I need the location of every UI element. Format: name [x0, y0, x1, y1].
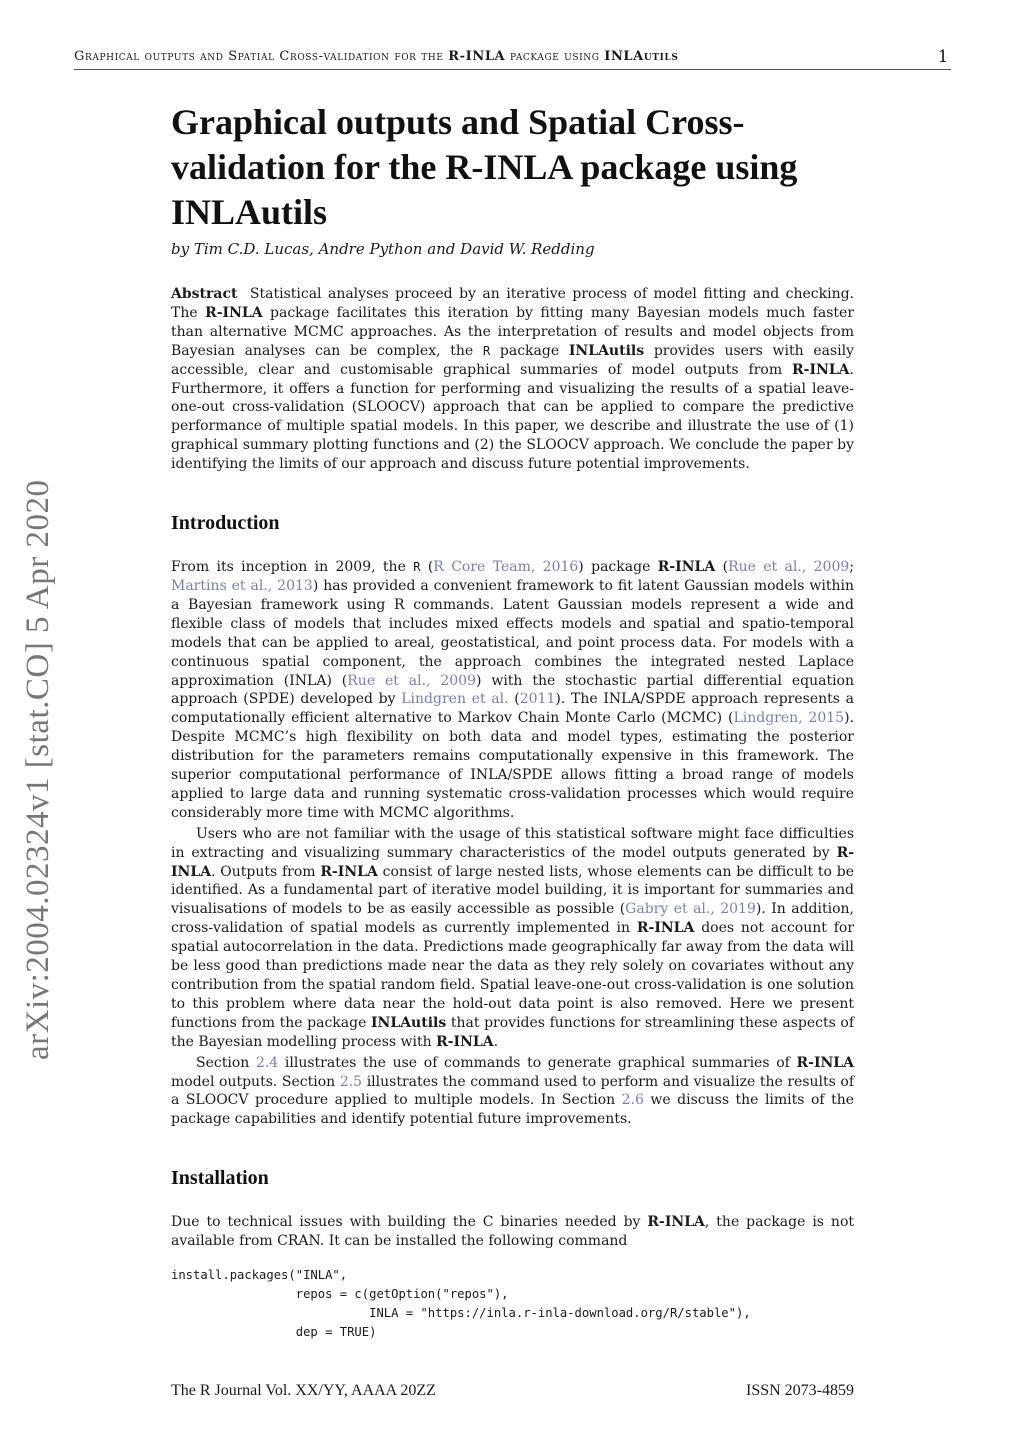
installation-paragraph: Due to technical issues with building the C binaries needed by R-INLA, the package is not available from CRAN. It can be installed the following command [171, 1214, 855, 1250]
page-number: 1 [937, 47, 949, 67]
installation-heading: Installation [171, 1167, 269, 1190]
page-footer [171, 1382, 854, 1400]
authors: by Tim C.D. Lucas, Andre Python and David W. Redding [171, 240, 595, 258]
citation-link[interactable]: R Core Team, 2016 [433, 559, 579, 576]
running-header [74, 47, 951, 70]
installation-body [171, 1213, 854, 1342]
citation-link[interactable]: Gabry et al., 2019 [625, 901, 756, 918]
intro-paragraph-1: From its inception in 2009, the R (R Core Team, 2016) package R-INLA (Rue et al., 2009; Martins et al., 2013) has provided a convenient framework to fit latent Gaussian models within a Bayesian framework using R commands. Latent Gaussian models represent a wide and flexible class of models that includes mixed effects models and spatial and spatio-temporal models that can be applied to areal, geostatistical, and point process data. For models with a continuous spatial component, the approach combines the integrated nested Laplace approximation (INLA) (Rue et al., 2009) with the stochastic partial differential equation approach (SPDE) developed by Lindgren et al. (2011). The INLA/SPDE approach represents a computationally efficient alternative to Markov Chain Monte Carlo (MCMC) (Lindgren, 2015). Despite MCMC’s high flexibility on both data and model types, estimating the posterior distribution for the parameters remains computationally expensive in this framework. The superior computational performance of INLA/SPDE allows fitting a broad range of models applied to large data and running systematic cross-validation processes which would require considerably more time with MCMC algorithms. [171, 559, 854, 821]
citation-link[interactable]: Martins et al., 2013 [171, 577, 313, 594]
intro-paragraph-2: Users who are not familiar with the usage of this statistical software might face difficulties in extracting and visualizing summary characteristics of the model outputs generated by R-INLA. Outputs from R-INLA consist of large nested lists, whose elements can be difficult to be identified. As a fundamental part of iterative model building, it is important for summaries and visualisations of models to be as easily accessible as possible (Gabry et al., 2019). In addition, cross-validation of spatial models as currently implemented in R-INLA does not account for spatial autocorrelation in the data. Predictions made geographically far away from the data will be less good than predictions made near the data as they rely solely on covariates without any contribution from the spatial random field. Spatial leave-one-out cross-validation is one solution to this problem where data near the hold-out data point is also removed. Here we present functions from the package INLAutils that provides functions for streamlining these aspects of the Bayesian modelling process with R-INLA. [171, 825, 855, 1050]
introduction-body [171, 558, 854, 1129]
citation-link[interactable]: Rue et al., 2009 [728, 559, 850, 576]
install-code-block: install.packages("INLA", repos = c(getOption("repos"), INLA = "https://inla.r-inla-download.org/R/stable"), dep = TRUE) [171, 1268, 751, 1340]
journal-info: The R Journal Vol. XX/YY, AAAA 20ZZ [171, 1382, 436, 1399]
citation-link[interactable]: Lindgren et al. [401, 691, 509, 708]
section-link[interactable]: 2.6 [621, 1092, 644, 1109]
intro-paragraph-3: Section 2.4 illustrates the use of commands to generate graphical summaries of R-INLA model outputs. Section 2.5 illustrates the command used to perform and visualize the results of a SLOOCV procedure applied to multiple models. In Section 2.6 we discuss the limits of the package capabilities and identify potential future improvements. [171, 1054, 855, 1128]
issn: ISSN 2073-4859 [745, 1382, 854, 1399]
citation-link[interactable]: Lindgren, 2015 [733, 710, 845, 727]
running-title: Graphical outputs and Spatial Cross-validation for the R-INLA package using INLAutils [74, 49, 679, 64]
citation-link[interactable]: Rue et al., 2009 [347, 672, 476, 689]
arxiv-stamp: arXiv:2004.02324v1 [stat.CO] 5 Apr 2020 [20, 479, 56, 1060]
abstract-label: Abstract [171, 286, 238, 302]
paper-body [171, 100, 854, 1342]
citation-link[interactable]: 2011 [519, 691, 556, 708]
paper-title: Graphical outputs and Spatial Cross-validation for the R-INLA package using INLAutils [171, 102, 798, 232]
section-link[interactable]: 2.5 [339, 1073, 363, 1090]
abstract: Abstract Statistical analyses proceed by an iterative process of model fitting and checking. The R-INLA package facilitates this iteration by fitting many Bayesian models much faster than alternative MCMC approaches. As the interpretation of results and model objects from Bayesian analyses can be complex, the R package INLAutils provides users with easily accessible, clear and customisable graphical summaries of model outputs from R-INLA. Furthermore, it offers a function for performing and visualizing the results of a spatial leave-one-out cross-validation (SLOOCV) approach that can be applied to compare the predictive performance of multiple spatial models. In this paper, we describe and illustrate the use of (1) graphical summary plotting functions and (2) the SLOOCV approach. We conclude the paper by identifying the limits of our approach and discuss future potential improvements. [171, 286, 855, 473]
introduction-heading: Introduction [171, 512, 280, 535]
section-link[interactable]: 2.4 [255, 1054, 279, 1071]
